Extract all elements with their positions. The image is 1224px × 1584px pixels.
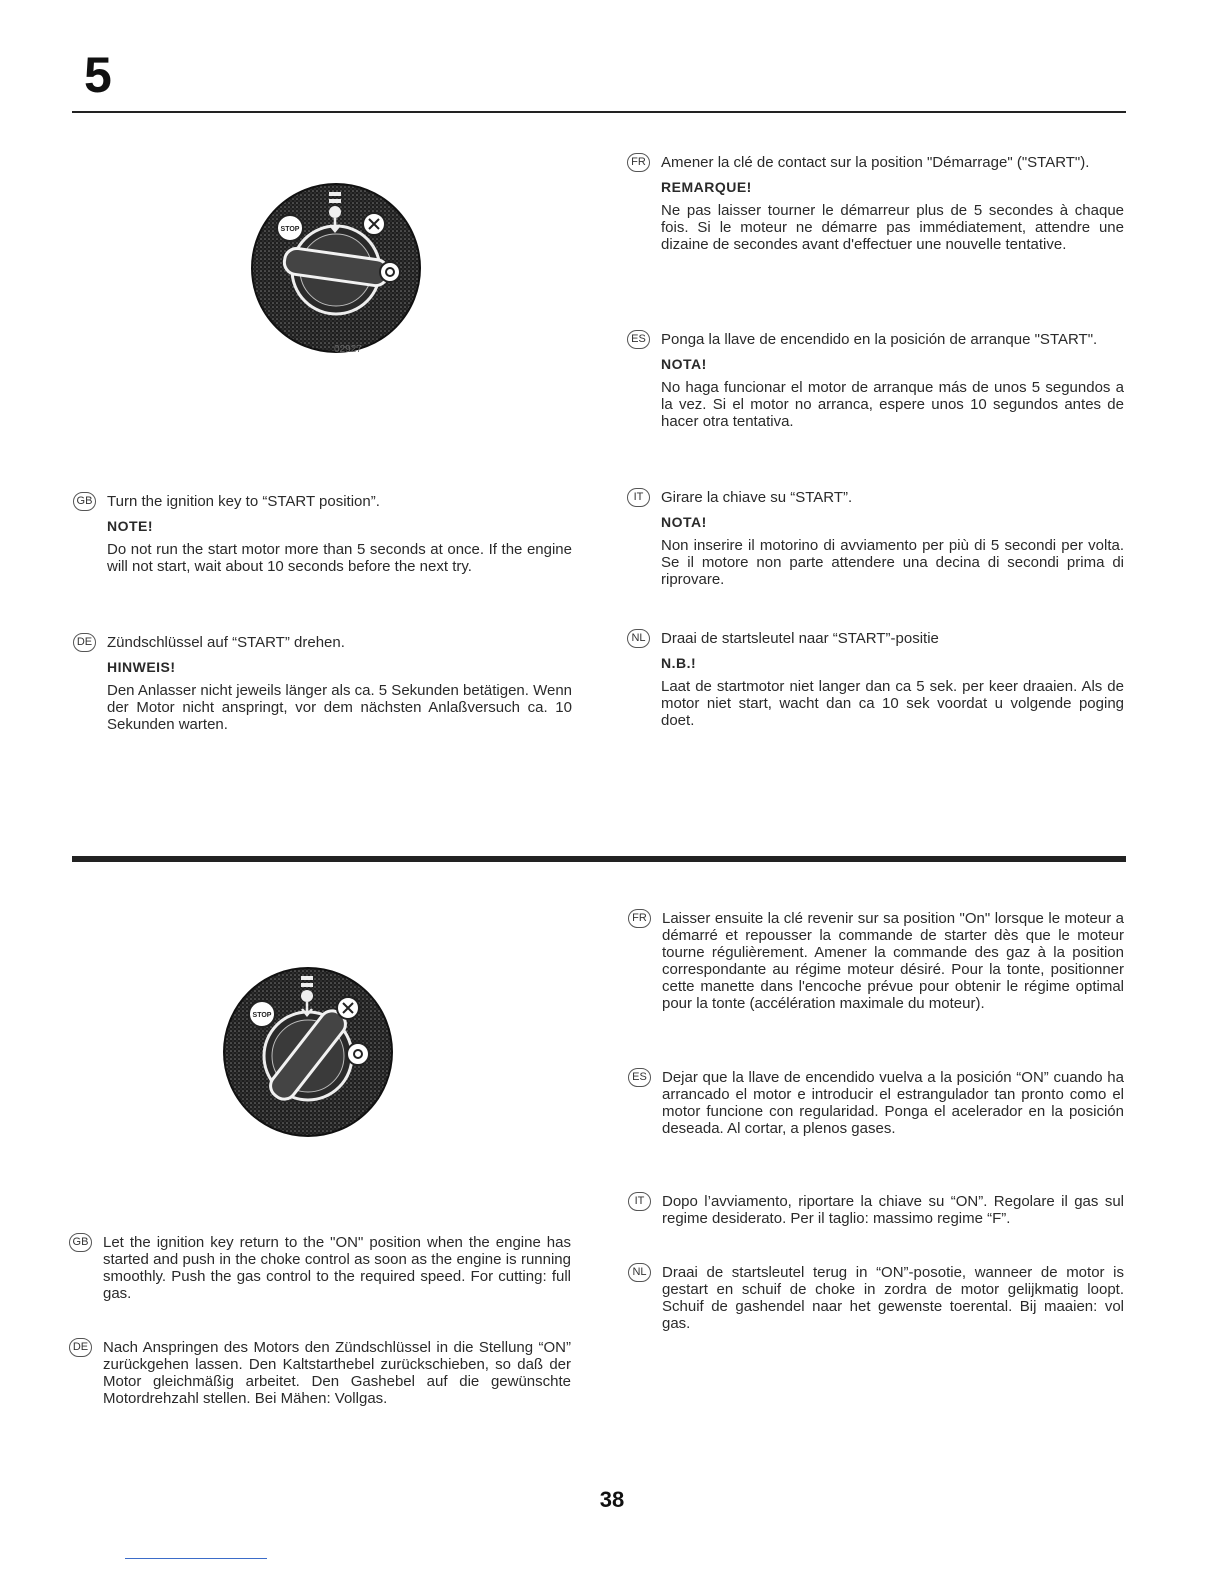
ignition-switch-start-figure — [248, 178, 428, 358]
bottom-es-block — [632, 1069, 1124, 1137]
lang-badge-de: DE — [73, 633, 96, 652]
top-fr-body: Ne pas laisser tourner le démarreur plus de 5 secondes à chaque fois. Si le moteur ne démarre pas immédiatement, attendre une dizaine de secondes avant d'effectuer une nouvelle tentative. — [661, 202, 1124, 253]
top-it-lead: Girare la chiave su “START”. — [661, 489, 853, 506]
bottom-de-block — [72, 1339, 571, 1407]
section-number: 5 — [84, 47, 112, 103]
top-gb-lead: Turn the ignition key to “START position”. — [107, 493, 380, 510]
lang-badge-nl: NL — [628, 1263, 651, 1282]
ignition-switch-icon — [248, 178, 428, 358]
section-divider — [72, 856, 1126, 862]
top-gb-block — [76, 493, 572, 575]
bottom-it-body: Dopo l’avviamento, riportare la chiave su “ON”. Regolare il gas sul regime desiderato. Per il taglio: massimo regime “F”. — [662, 1193, 1124, 1227]
lang-badge-nl: NL — [627, 629, 650, 648]
lang-badge-it: IT — [627, 488, 650, 507]
ignition-switch-icon — [218, 962, 398, 1142]
top-de-block — [76, 634, 573, 733]
lang-badge-gb: GB — [69, 1233, 92, 1252]
svg-text:STOP: STOP — [280, 226, 300, 233]
top-it-body: Non inserire il motorino di avviamento per più di 5 secondi per volta. Se il motore non parte attendere una decina di secondi prima di riprovare. — [661, 537, 1124, 588]
bottom-fr-block — [632, 910, 1124, 1012]
lang-badge-gb: GB — [73, 492, 96, 511]
bottom-de-body: Nach Anspringen des Motors den Zündschlüssel in die Stellung “ON” zurückgehen lassen. Den Kaltstarthebel zurückschieben, so daß der Motor gleichmäßig arbeitet. Den Gashebel auf die gewünschte Motordrehzahl stellen. Bei Mähen: Vollgas. — [103, 1339, 571, 1407]
figure-code: 02927 — [334, 344, 362, 355]
bottom-nl-body: Draai de startsleutel terug in “ON”-posotie, wanneer de motor is gestart en schuif de choke in zordra de motor gelijkmatig loopt. Schuif de gashendel naar het gewenste toerental. Bij maaien: vol gas. — [662, 1264, 1124, 1332]
top-nl-body: Laat de startmotor niet langer dan ca 5 sek. per keer draaien. Als de motor niet start, wacht dan ca 10 sek voordat u volgende poging doet. — [661, 678, 1124, 729]
bottom-es-body: Dejar que la llave de encendido vuelva a la posición “ON” cuando ha arrancado el motor e introducir el estrangulador tan pronto como el motor funcione con regularidad. Ponga el acelerador en la posición deseada. Al cortar, a plenos gases. — [662, 1069, 1124, 1137]
top-nl-block — [631, 630, 1124, 729]
top-it-note-heading: NOTA! — [661, 514, 707, 530]
top-es-lead: Ponga la llave de encendido en la posición de arranque "START". — [661, 331, 1098, 348]
footer-line — [125, 1558, 267, 1559]
top-fr-note-heading: REMARQUE! — [661, 179, 752, 195]
top-es-block — [631, 331, 1124, 430]
bottom-it-block — [634, 1193, 1124, 1227]
header-rule — [72, 111, 1126, 113]
lang-badge-es: ES — [627, 330, 650, 349]
top-de-lead: Zündschlüssel auf “START” drehen. — [107, 634, 345, 651]
svg-text:STOP: STOP — [252, 1012, 272, 1019]
bottom-fr-body: Laisser ensuite la clé revenir sur sa position "On" lorsque le moteur a démarré et repousser la commande de starter dès que le moteur tourne régulièrement. Amener la commande des gaz à la position correspondante au régime moteur désiré. Pour la tonte, positionner cette manette dans l'encoche prévue pour obtenir le régime optimal pour la tonte (accélération maximale du moteur). — [662, 910, 1124, 1012]
top-nl-note-heading: N.B.! — [661, 655, 697, 671]
top-fr-block — [631, 154, 1124, 253]
top-de-note-heading: HINWEIS! — [107, 659, 176, 675]
bottom-nl-block — [632, 1264, 1124, 1332]
lang-badge-es: ES — [628, 1068, 651, 1087]
top-es-note-heading: NOTA! — [661, 356, 707, 372]
top-gb-body: Do not run the start motor more than 5 seconds at once. If the engine will not start, wait about 10 seconds before the next try. — [107, 541, 572, 575]
top-es-body: No haga funcionar el motor de arranque más de unos 5 segundos a la vez. Si el motor no arranca, espere unos 10 segundos antes de hacer otra tentativa. — [661, 379, 1124, 430]
top-fr-lead: Amener la clé de contact sur la position "Démarrage" ("START"). — [661, 154, 1090, 171]
ignition-switch-on-figure — [218, 962, 398, 1142]
top-gb-note-heading: NOTE! — [107, 518, 154, 534]
top-de-body: Den Anlasser nicht jeweils länger als ca. 5 Sekunden betätigen. Wenn der Motor nicht anspringt, vor dem nächsten Anlaßversuch ca. 10 Sekunden warten. — [107, 682, 573, 733]
bottom-gb-block — [72, 1234, 571, 1302]
lang-badge-fr: FR — [628, 909, 651, 928]
top-nl-lead: Draai de startsleutel naar “START”-positie — [661, 630, 939, 647]
lang-badge-it: IT — [628, 1192, 651, 1211]
page-number: 38 — [599, 1487, 625, 1512]
top-it-block — [633, 489, 1124, 588]
bottom-gb-body: Let the ignition key return to the "ON" position when the engine has started and push in the choke control as soon as the engine is running smoothly. Push the gas control to the required speed. For cutting: full gas. — [103, 1234, 571, 1302]
lang-badge-fr: FR — [627, 153, 650, 172]
lang-badge-de: DE — [69, 1338, 92, 1357]
